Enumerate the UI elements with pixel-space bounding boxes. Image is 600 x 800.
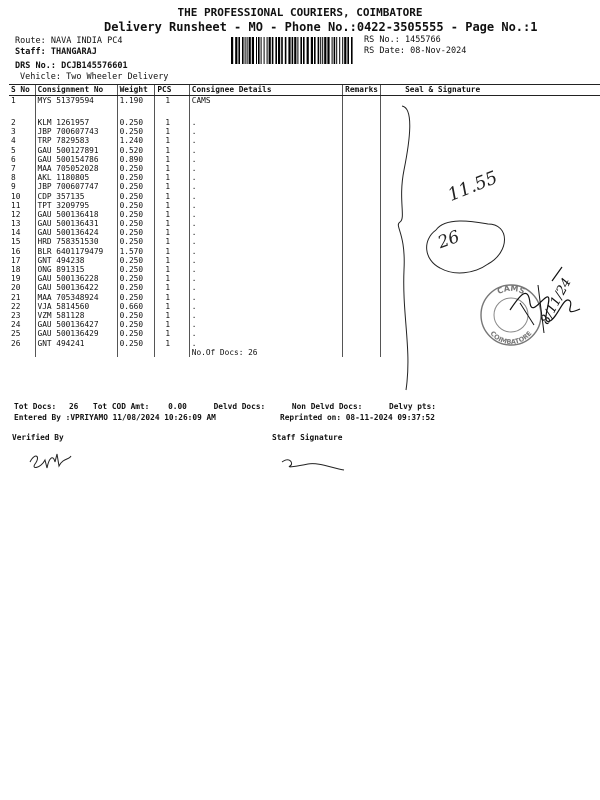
cell-consignee: . [189, 320, 342, 329]
vehicle-line [20, 72, 168, 82]
route-line [15, 36, 123, 46]
cell-sno: 24 [11, 320, 21, 330]
cell-weight: 0.890 [117, 155, 155, 164]
table-header-row [9, 85, 600, 96]
cell-sno: 4 [11, 136, 16, 146]
barcode-bar [281, 37, 283, 64]
cell-pcs: 1 [155, 127, 189, 136]
cell-consignment: HRD 758351530 [35, 237, 117, 246]
cell-consignee: . [189, 247, 342, 256]
cell-remarks [343, 219, 381, 228]
cell-remarks [343, 293, 381, 302]
cell-pcs: 1 [155, 283, 189, 292]
verifier-signature [25, 448, 75, 473]
cell-weight: 0.250 [117, 201, 155, 210]
barcode-bar [311, 37, 313, 64]
cell-remarks [343, 274, 381, 283]
cell-sno: 2 [11, 118, 16, 127]
barcode [231, 37, 354, 64]
no-of-docs: No.Of Docs: 26 [189, 348, 342, 357]
table-row [9, 118, 600, 127]
cell-consignment: BLR 6401179479 [35, 247, 117, 256]
barcode-bar [320, 37, 321, 64]
rs-no-label: RS No.: [364, 35, 400, 45]
cell-remarks [343, 329, 381, 338]
cell-pcs: 1 [155, 302, 189, 311]
cell-consignment: JBP 700607743 [35, 127, 117, 136]
barcode-bar [332, 37, 333, 64]
col-header-sno: S No [9, 85, 35, 96]
cell-consignee: . [189, 228, 342, 237]
cell-remarks [343, 265, 381, 274]
cell-consignment: GAU 500136228 [35, 274, 117, 283]
cell-consignee: . [189, 283, 342, 292]
cell-sno: 19 [11, 274, 21, 284]
barcode-bar [258, 37, 260, 64]
cell-consignment: CDP 357135 [35, 192, 117, 201]
cell-sno: 10 [11, 191, 21, 201]
cell-consignee: . [189, 219, 342, 228]
cell-pcs: 1 [155, 155, 189, 164]
cell-consignee: . [189, 136, 342, 145]
cell-sno: 6 [11, 154, 16, 164]
table-row [9, 136, 600, 145]
barcode-bar [272, 37, 274, 64]
cell-pcs: 1 [155, 237, 189, 246]
entered-by: Entered By :VPRIYAMO 11/08/2024 10:26:09 AM [14, 413, 216, 422]
rs-no-line [364, 35, 441, 45]
col-header-consignment: Consignment No [35, 85, 117, 96]
rs-date-label: RS Date: [364, 46, 405, 56]
empty-cell [343, 348, 381, 357]
cell-weight: 0.250 [117, 293, 155, 302]
cell-pcs: 1 [155, 293, 189, 302]
cell-consignee: . [189, 329, 342, 338]
barcode-bar [238, 37, 240, 64]
cell-consignment: GAU 500136418 [35, 210, 117, 219]
cell-sno: 16 [11, 246, 21, 256]
cell-pcs: 1 [155, 210, 189, 219]
cell-weight: 0.250 [117, 127, 155, 136]
barcode-bar [242, 37, 244, 64]
cell-consignee: . [189, 237, 342, 246]
barcode-bar [269, 37, 271, 64]
handwritten-time: 11.55 [444, 167, 501, 206]
cell-sno: 7 [11, 163, 16, 173]
barcode-bar [252, 37, 254, 64]
cell-remarks [343, 155, 381, 164]
cell-remarks [343, 182, 381, 191]
cell-weight: 0.250 [117, 173, 155, 182]
cell-consignee: . [189, 274, 342, 283]
cell-consignment: GAU 500136427 [35, 320, 117, 329]
barcode-bar [247, 37, 248, 64]
cell-consignee: . [189, 293, 342, 302]
cell-consignee: . [189, 118, 342, 127]
cell-remarks [343, 228, 381, 237]
cell-consignee: . [189, 182, 342, 191]
cell-consignee: . [189, 201, 342, 210]
cell-weight: 0.250 [117, 228, 155, 237]
empty-cell [35, 348, 117, 357]
staff-signature-label: Staff Signature [272, 433, 343, 442]
cell-pcs: 1 [155, 164, 189, 173]
col-header-weight: Weight [117, 85, 155, 96]
cell-consignee: . [189, 265, 342, 274]
cell-remarks [343, 320, 381, 329]
cell-weight: 0.250 [117, 320, 155, 329]
cell-weight: 1.240 [117, 136, 155, 145]
cell-sno: 14 [11, 228, 21, 238]
cell-weight: 0.520 [117, 146, 155, 155]
cell-consignment: GAU 500136424 [35, 228, 117, 237]
cell-consignment: GAU 500127891 [35, 146, 117, 155]
cell-consignee: CAMS [189, 96, 342, 119]
barcode-bar [322, 37, 323, 64]
empty-cell [117, 348, 155, 357]
cell-consignment: TRP 7829583 [35, 136, 117, 145]
cell-consignee: . [189, 302, 342, 311]
route-value: NAVA INDIA PC4 [50, 36, 123, 46]
cell-consignment: KLM 1261957 [35, 118, 117, 127]
cell-consignee: . [189, 173, 342, 182]
cell-pcs: 1 [155, 329, 189, 338]
table-row [9, 164, 600, 173]
cell-consignee: . [189, 127, 342, 136]
cell-consignment: GAU 500136429 [35, 329, 117, 338]
barcode-bar [324, 37, 326, 64]
barcode-bar [275, 37, 277, 64]
barcode-bar [314, 37, 316, 64]
cell-consignee: . [189, 311, 342, 320]
barcode-bar [297, 37, 298, 64]
cell-pcs: 1 [155, 219, 189, 228]
barcode-bar [261, 37, 262, 64]
empty-cell [9, 348, 35, 357]
cell-remarks [343, 339, 381, 348]
barcode-bar [249, 37, 251, 64]
cell-remarks [343, 201, 381, 210]
barcode-bar [334, 37, 336, 64]
cell-pcs: 1 [155, 136, 189, 145]
cell-remarks [343, 146, 381, 155]
barcode-bar [342, 37, 343, 64]
cell-consignee: . [189, 192, 342, 201]
cell-pcs: 1 [155, 256, 189, 265]
barcode-bar [231, 37, 233, 64]
cell-pcs: 1 [155, 96, 189, 119]
cell-remarks [343, 256, 381, 265]
cell-sno: 21 [11, 292, 21, 302]
cell-pcs: 1 [155, 201, 189, 210]
delvy-pts-label: Delvy pts: [389, 402, 436, 411]
cell-consignee: . [189, 146, 342, 155]
handwritten-date: 8/11/24 [538, 275, 575, 328]
table-row [9, 146, 600, 155]
tot-cod-value: 0.00 [168, 402, 187, 411]
barcode-bar [288, 37, 290, 64]
cell-remarks [343, 164, 381, 173]
cell-sno: 17 [11, 255, 21, 265]
stamp-text-top: CAMS [495, 283, 527, 297]
barcode-bar [300, 37, 302, 64]
barcode-bar [327, 37, 329, 64]
rs-date-value: 08-Nov-2024 [410, 46, 467, 56]
cell-pcs: 1 [155, 274, 189, 283]
table-row [9, 155, 600, 164]
cell-weight: 0.250 [117, 237, 155, 246]
barcode-bar [307, 37, 309, 64]
cell-consignment: JBP 700607747 [35, 182, 117, 191]
cell-sno: 12 [11, 209, 21, 219]
cell-remarks [343, 311, 381, 320]
handwritten-circled-number: 26 [435, 226, 463, 254]
cell-consignee: . [189, 339, 342, 348]
barcode-bar [256, 37, 257, 64]
barcode-bar [285, 37, 287, 64]
table-row [9, 192, 600, 201]
cell-pcs: 1 [155, 339, 189, 348]
cell-pcs: 1 [155, 320, 189, 329]
cell-weight: 0.250 [117, 256, 155, 265]
cell-pcs: 1 [155, 311, 189, 320]
cell-consignment: GNT 494241 [35, 339, 117, 348]
reprinted-on: Reprinted on: 08-11-2024 09:37:52 [280, 413, 435, 422]
barcode-bar [267, 37, 268, 64]
col-header-remarks: Remarks [343, 85, 381, 96]
table-row [9, 201, 600, 210]
cell-weight: 0.250 [117, 164, 155, 173]
cell-remarks [343, 136, 381, 145]
cell-consignment: GAU 500154786 [35, 155, 117, 164]
cell-consignment: GAU 500136431 [35, 219, 117, 228]
cell-sno: 3 [11, 127, 16, 137]
barcode-bar [292, 37, 294, 64]
staff-value: THANGARAJ [50, 47, 97, 57]
cell-consignee: . [189, 210, 342, 219]
cell-weight: 0.250 [117, 329, 155, 338]
cell-sno: 11 [11, 200, 21, 210]
table-row [9, 127, 600, 136]
cell-sno: 20 [11, 283, 21, 293]
cell-remarks [343, 210, 381, 219]
cell-consignee: . [189, 164, 342, 173]
cell-pcs: 1 [155, 192, 189, 201]
cell-weight: 0.250 [117, 192, 155, 201]
non-delvd-docs-label: Non Delvd Docs: [291, 402, 363, 411]
cell-remarks [343, 247, 381, 256]
cell-consignment: GNT 494238 [35, 256, 117, 265]
rs-date-line [364, 46, 466, 56]
cell-sno: 26 [11, 338, 21, 348]
cell-weight: 1.570 [117, 247, 155, 256]
barcode-bar [278, 37, 280, 64]
cell-consignment: MYS 51379594 [35, 96, 117, 119]
cell-remarks [343, 237, 381, 246]
barcode-bar [318, 37, 320, 64]
cell-sno: 15 [11, 237, 21, 247]
barcode-bar [303, 37, 305, 64]
cell-consignment: MAA 705348924 [35, 293, 117, 302]
delvd-docs-label: Delvd Docs: [213, 402, 266, 411]
verified-by-label: Verified By [12, 433, 64, 442]
receiver-signature [500, 255, 590, 350]
tot-cod-label: Tot COD Amt: [93, 402, 150, 411]
cell-consignment: GAU 500136422 [35, 283, 117, 292]
cell-remarks [343, 127, 381, 136]
cell-consignment: TPT 3209795 [35, 201, 117, 210]
table-row [9, 173, 600, 182]
cell-consignment: AKL 1180805 [35, 173, 117, 182]
vehicle-label: Vehicle: [20, 72, 61, 82]
route-label: Route: [15, 36, 46, 46]
cell-sno: 18 [11, 265, 21, 274]
barcode-bar [351, 37, 353, 64]
staff-label: Staff: [15, 47, 46, 57]
tot-docs-label: Tot Docs: [14, 402, 57, 411]
vehicle-value: Two Wheeler Delivery [66, 72, 169, 82]
cell-consignment: VJA 5814560 [35, 302, 117, 311]
cell-weight: 0.660 [117, 302, 155, 311]
cell-remarks [343, 173, 381, 182]
cell-sno: 13 [11, 219, 21, 229]
runsheet-title: Delivery Runsheet - MO - Phone No.:0422-3505555 - Page No.:1 [104, 20, 538, 34]
cell-sno: 25 [11, 329, 21, 339]
cell-consignee: . [189, 256, 342, 265]
cell-weight: 0.250 [117, 219, 155, 228]
cell-consignment: ONG 891315 [35, 265, 117, 274]
tot-docs-value: 26 [68, 402, 79, 411]
cell-consignment: VZM 581128 [35, 311, 117, 320]
company-title: THE PROFESSIONAL COURIERS, COIMBATORE [177, 6, 423, 19]
cell-weight: 0.250 [117, 265, 155, 274]
col-header-consignee: Consignee Details [189, 85, 342, 96]
barcode-bar [294, 37, 296, 64]
cell-pcs: 1 [155, 118, 189, 127]
cell-sno: 22 [11, 301, 21, 311]
cell-remarks [343, 283, 381, 292]
col-header-pcs: PCS [155, 85, 189, 96]
totals-line [14, 402, 436, 411]
drs-label: DRS No.: [15, 61, 56, 71]
stamp-text-bottom: COIMBATORE [488, 329, 534, 347]
rs-no-value: 1455766 [404, 35, 441, 45]
cell-sno: 5 [11, 145, 16, 155]
staff-line [15, 47, 97, 57]
cell-remarks [343, 302, 381, 311]
cell-sno: 23 [11, 310, 21, 320]
cell-consignee: . [189, 155, 342, 164]
cell-consignment: MAA 705052028 [35, 164, 117, 173]
cell-pcs: 1 [155, 247, 189, 256]
cell-weight: 0.250 [117, 311, 155, 320]
barcode-bar [344, 37, 346, 64]
col-header-seal-signature: Seal & Signature [381, 85, 600, 96]
barcode-bar [245, 37, 246, 64]
barcode-bar [339, 37, 340, 64]
cell-pcs: 1 [155, 228, 189, 237]
cell-weight: 0.250 [117, 283, 155, 292]
cell-pcs: 1 [155, 146, 189, 155]
barcode-bar [347, 37, 349, 64]
cell-weight: 0.250 [117, 118, 155, 127]
drs-value: DCJB145576601 [61, 61, 128, 71]
cell-weight: 0.250 [117, 210, 155, 219]
cell-weight: 0.250 [117, 274, 155, 283]
barcode-bar [264, 37, 265, 64]
cell-pcs: 1 [155, 265, 189, 274]
table-row [9, 96, 600, 119]
cell-sno: 9 [11, 182, 16, 192]
cell-weight: 1.190 [117, 96, 155, 119]
cell-sno: 8 [11, 173, 16, 183]
cell-remarks [343, 96, 381, 119]
cell-pcs: 1 [155, 182, 189, 191]
cell-pcs: 1 [155, 173, 189, 182]
cell-weight: 0.250 [117, 182, 155, 191]
staff-signature-mark [278, 450, 348, 475]
barcode-bar [235, 37, 237, 64]
cell-sno: 1 [11, 96, 16, 105]
cell-remarks [343, 192, 381, 201]
table-row [9, 182, 600, 191]
handwritten-bracket [380, 100, 420, 400]
cell-remarks [343, 118, 381, 127]
cell-weight: 0.250 [117, 339, 155, 348]
drs-line [15, 61, 128, 71]
barcode-bar [336, 37, 337, 64]
empty-cell [155, 348, 189, 357]
